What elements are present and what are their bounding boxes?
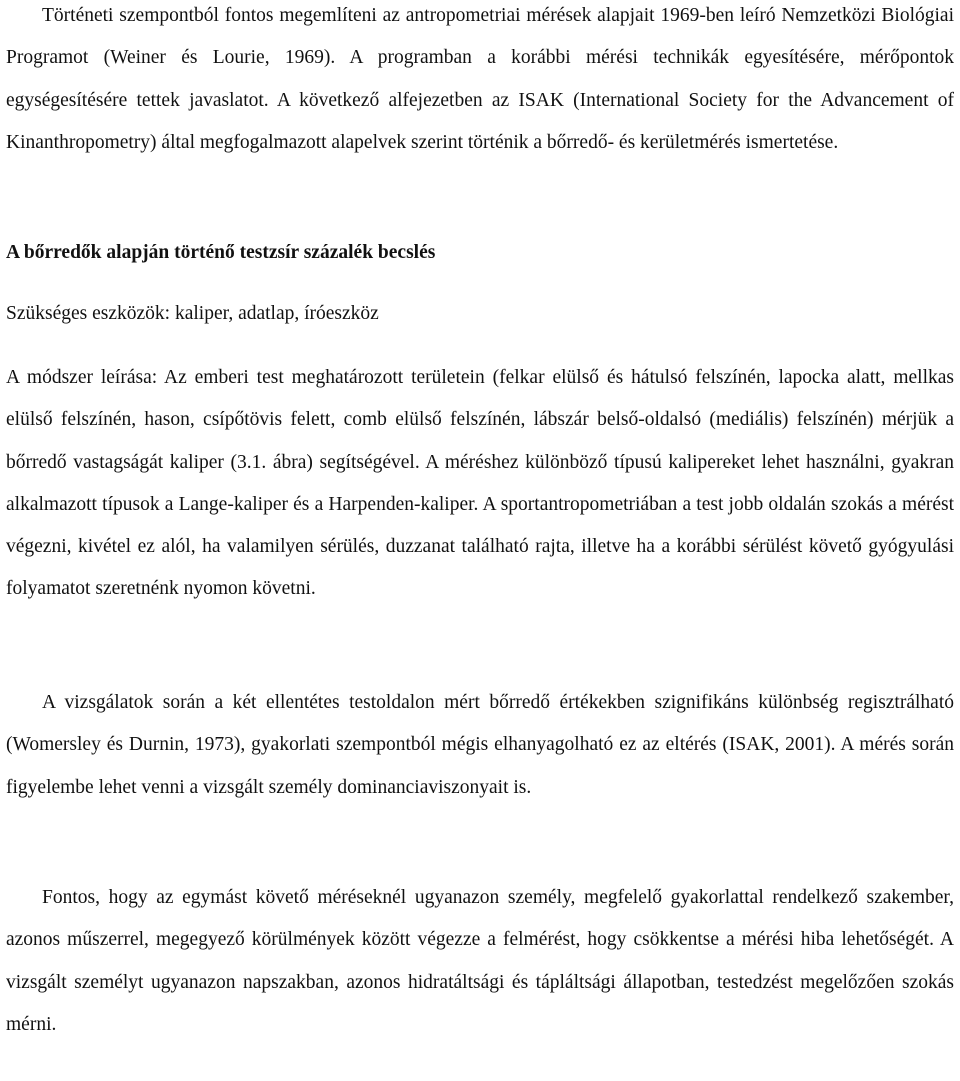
required-tools-line: Szükséges eszközök: kaliper, adatlap, íróeszköz (6, 303, 379, 324)
intro-paragraph: Történeti szempontból fontos megemlíteni az antropometriai mérések alapjait 1969-ben leíró Nemzetközi Biológiai Programot (Weiner és Lourie, 1969). A programban a korábbi mérési technikák egyesítésére, mérőpontok egységesítésére tettek javaslatot. A következő alfejezetben az ISAK (International Society for the Advancement of Kinanthropometry) által megfogalmazott alapelvek szerint történik a bőrredő- és kerületmérés ismertetése. (6, 5, 954, 153)
section-heading: A bőrredők alapján történő testzsír százalék becslés (6, 242, 436, 263)
method-description-paragraph: A módszer leírása: Az emberi test meghatározott területein (felkar elülső és hátulsó felszínén, lapocka alatt, mellkas elülső felszínén, hason, csípőtövis felett, comb elülső felszínén, lábszár belső-oldalsó (mediális) felszínén) mérjük a bőrredő vastagságát kaliper (3.1. ábra) segítségével. A méréshez különböző típusú kalipereket lehet használni, gyakran alkalmazott típusok a Lange-kaliper és a Harpenden-kaliper. A sportantropometriában a test jobb oldalán szokás a mérést végezni, kivétel ez alól, ha valamilyen sérülés, duzzanat található rajta, illetve ha a korábbi sérülést követő gyógyulási folyamatot szeretnénk nyomon követni. (6, 367, 954, 600)
body-sides-paragraph: A vizsgálatok során a két ellentétes testoldalon mért bőrredő értékekben szignifikáns különbség regisztrálható (Womersley és Durnin, 1973), gyakorlati szempontból mégis elhanyagolható ez az eltérés (ISAK, 2001). A mérés során figyelembe lehet venni a vizsgált személy dominanciaviszonyait is. (6, 692, 954, 798)
measurement-conditions-paragraph: Fontos, hogy az egymást követő méréseknél ugyanazon személy, megfelelő gyakorlattal rendelkező szakember, azonos műszerrel, megegyező körülmények között végezze a felmérést, hogy csökkentse a mérési hiba lehetőségét. A vizsgált személyt ugyanazon napszakban, azonos hidratáltsági és tápláltsági állapotban, testedzést megelőzően szokás mérni. (6, 887, 954, 1035)
